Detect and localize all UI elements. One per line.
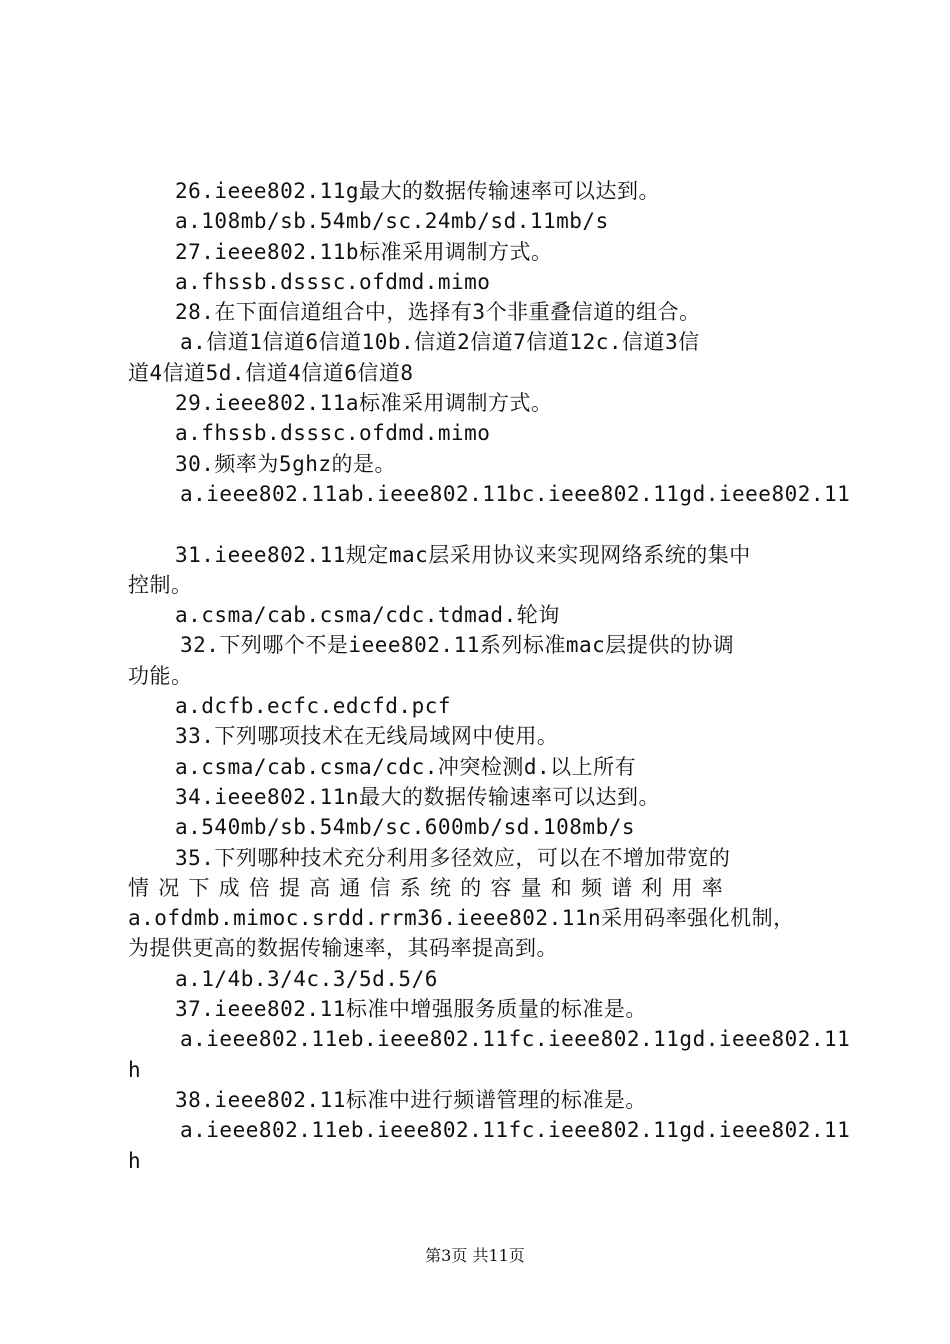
question-31-options: a.csma/cab.csma/cdc.tdmad.轮询 — [175, 603, 560, 628]
question-28: 28.在下面信道组合中，选择有3个非重叠信道的组合。 — [175, 300, 701, 325]
question-36-options: a.1/4b.3/4c.3/5d.5/6 — [175, 966, 438, 991]
question-26-options: a.108mb/sb.54mb/sc.24mb/sd.11mb/s — [175, 209, 609, 234]
question-31: 31.ieee802.11规定mac层采用协议来实现网络系统的集中 — [175, 542, 751, 567]
question-38: 38.ieee802.11标准中进行频谱管理的标准是。 — [175, 1087, 647, 1112]
question-33-options: a.csma/cab.csma/cdc.冲突检测d.以上所有 — [175, 754, 637, 779]
question-32-options: a.dcfb.ecfc.edcfd.pcf — [175, 694, 452, 719]
question-28-options-cont: 道4信道5d.信道4信道6信道8 — [128, 360, 414, 385]
question-32-cont: 功能。 — [128, 663, 193, 688]
question-34-options: a.540mb/sb.54mb/sc.600mb/sd.108mb/s — [175, 815, 636, 840]
question-34: 34.ieee802.11n最大的数据传输速率可以达到。 — [175, 784, 661, 809]
question-35-options: a.ofdmb.mimoc.srdd.rrm36.ieee802.11n采用码率强化机制， — [128, 906, 795, 931]
question-33: 33.下列哪项技术在无线局域网中使用。 — [175, 724, 559, 749]
question-35: 35.下列哪种技术充分利用多径效应，可以在不增加带宽的 — [175, 845, 731, 870]
question-37-options-cont: h — [128, 1057, 142, 1082]
question-36-cont: 为提供更高的数据传输速率，其码率提高到。 — [128, 936, 558, 961]
document-body — [128, 176, 851, 1176]
question-32: 32.下列哪个不是ieee802.11系列标准mac层提供的协调 — [180, 633, 735, 658]
page-number-footer: 第3页 共11页 — [425, 1246, 525, 1265]
question-30-options: a.ieee802.11ab.ieee802.11bc.ieee802.11gd.ieee802.11 — [180, 481, 851, 506]
question-37: 37.ieee802.11标准中增强服务质量的标准是。 — [175, 997, 647, 1022]
question-38-options: a.ieee802.11eb.ieee802.11fc.ieee802.11gd.ieee802.11 — [180, 1118, 851, 1143]
question-26: 26.ieee802.11g最大的数据传输速率可以达到。 — [175, 179, 661, 203]
question-38-options-cont: h — [128, 1148, 142, 1173]
question-37-options: a.ieee802.11eb.ieee802.11fc.ieee802.11gd.ieee802.11 — [180, 1027, 851, 1052]
question-31-cont: 控制。 — [128, 572, 193, 597]
question-29: 29.ieee802.11a标准采用调制方式。 — [175, 391, 553, 416]
question-27-options: a.fhssb.dsssc.ofdmd.mimo — [175, 269, 491, 294]
question-29-options: a.fhssb.dsssc.ofdmd.mimo — [175, 421, 491, 446]
question-30: 30.频率为5ghz的是。 — [175, 451, 397, 476]
blank-line — [128, 509, 834, 539]
question-28-options: a.信道1信道6信道10b.信道2信道7信道12c.信道3信 — [180, 330, 700, 355]
question-35-cont: 情况下成倍提高通信系统的容量和频谱利用率 — [128, 875, 732, 900]
question-27: 27.ieee802.11b标准采用调制方式。 — [175, 239, 553, 264]
